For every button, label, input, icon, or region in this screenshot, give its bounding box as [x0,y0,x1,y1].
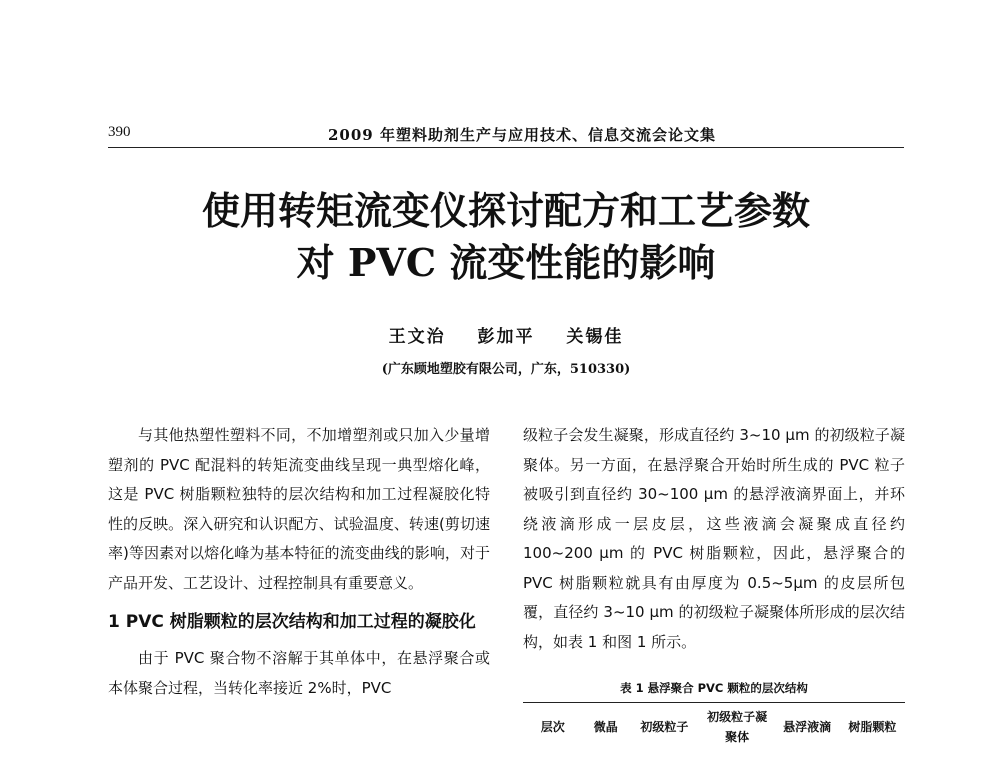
left-column [108,421,490,703]
affiliation: (广东顾地塑胶有限公司，广东，510330) [381,362,631,377]
table-header-cell: 悬浮液滴 [783,720,832,734]
table-1 [523,702,905,751]
table-1-grid [523,703,905,751]
table-header-cell: 初级粒子凝聚体 [707,710,768,744]
table-1-caption: 表 1 悬浮聚合 PVC 颗粒的层次结构 [620,681,808,695]
table-header-cell: 层次 [540,720,565,734]
title-line-1: 使用转矩流变仪探讨配方和工艺参数 [201,188,810,233]
paper-title [108,185,904,289]
author-2: 彭加平 [477,327,535,347]
title-line-2: 对 PVC 流变性能的影响 [296,240,716,285]
section-1-heading: 1 PVC 树脂颗粒的层次结构和加工过程的凝胶化 [108,612,476,632]
right-column [523,421,905,657]
page-number: 390 [108,124,131,140]
table-header-cell: 微晶 [593,720,618,734]
intro-paragraph: 与其他热塑性塑料不同，不加增塑剂或只加入少量增塑剂的 PVC 配混料的转矩流变曲线呈现一典型熔化峰，这是 PVC 树脂颗粒独特的层次结构和加工过程凝胶化特性的反映。深入研究和认识配方、试验温度、转速(剪切速率)等因素对以熔化峰为基本特征的流变曲线的影响，对于产品开发、工艺设计、过程控制具有重要意义。 [108,426,490,592]
author-list [108,322,904,347]
section-1-paragraph: 由于 PVC 聚合物不溶解于其单体中，在悬浮聚合或本体聚合过程，当转化率接近 2%时，PVC [108,649,490,697]
running-title: 2009 年塑料助剂生产与应用技术、信息交流会论文集 [328,126,716,144]
right-column-paragraph: 级粒子会发生凝聚，形成直径约 3~10 μm 的初级粒子凝聚体。另一方面，在悬浮聚合开始时所生成的 PVC 粒子被吸引到直径约 30~100 μm 的悬浮液滴界面上，并环绕液滴形成一层皮层，这些液滴会凝聚成直径约 100~200 μm 的 PVC 树脂颗粒，因此，悬浮聚合的 PVC 树脂颗粒就具有由厚度为 0.5~5μm 的皮层所包覆，直径约 3~10 μm 的初级粒子凝聚体所形成的层次结构，如表 1 和图 1 所示。 [523,426,905,651]
header-rule [108,147,904,148]
table-header-row [523,703,905,751]
author-1: 王文治 [388,327,446,347]
table-header-cell: 初级粒子 [640,720,689,734]
table-header-cell: 树脂颗粒 [848,720,897,734]
author-3: 关锡佳 [566,327,624,347]
